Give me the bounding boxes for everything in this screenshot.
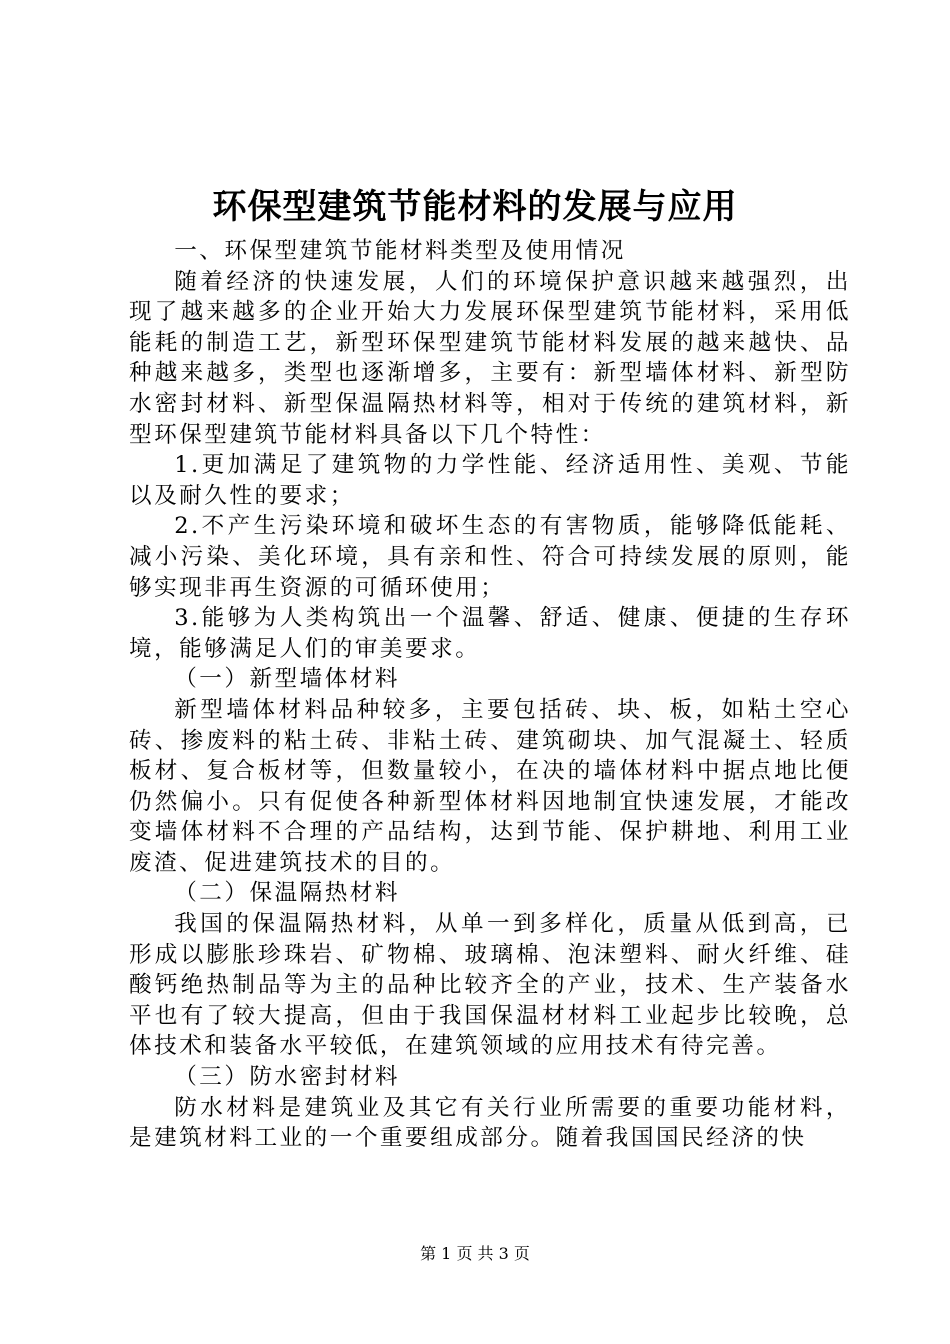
subsection-heading: （一）新型墙体材料 bbox=[174, 666, 401, 693]
subsection-heading: （二）保温隔热材料 bbox=[174, 880, 401, 907]
section-heading: 一、环保型建筑节能材料类型及使用情况 bbox=[174, 238, 626, 264]
paragraph: 随着经济的快速发展，人们的环境保护意识越来越强烈，出现了越来越多的企业开始大力发展环保型建筑节能材料，采用低能耗的制造工艺，新型环保型建筑节能材料发展的越来越快、品种越来越多，类型也逐渐增多，主要有：新型墙体材料、新型防水密封材料、新型保温隔热材料等，相对于传统的建筑材料，新型环保型建筑节能材料具备以下几个特性： bbox=[129, 268, 851, 448]
document-body bbox=[129, 236, 851, 1154]
paragraph: 新型墙体材料品种较多，主要包括砖、块、板，如粘土空心砖、掺废料的粘土砖、非粘土砖、建筑砌块、加气混凝土、轻质板材、复合板材等，但数量较小，在决的墙体材料中据点地比便仍然偏小。只有促使各种新型体材料因地制宜快速发展，才能改变墙体材料不合理的产品结构，达到节能、保护耕地、利用工业废渣、促进建筑技术的目的。 bbox=[129, 696, 851, 876]
list-item: 2.不产生污染环境和破坏生态的有害物质，能够降低能耗、减小污染、美化环境，具有亲和性、符合可持续发展的原则，能够实现非再生资源的可循环使用； bbox=[129, 513, 851, 601]
subsection-heading: （三）防水密封材料 bbox=[174, 1064, 401, 1091]
list-item: 1.更加满足了建筑物的力学性能、经济适用性、美观、节能以及耐久性的要求； bbox=[129, 452, 851, 509]
paragraph: 防水材料是建筑业及其它有关行业所需要的重要功能材料，是建筑材料工业的一个重要组成部分。随着我国国民经济的快 bbox=[129, 1094, 851, 1152]
paragraph: 我国的保温隔热材料，从单一到多样化，质量从低到高，已形成以膨胀珍珠岩、矿物棉、玻璃棉、泡沫塑料、耐火纤维、硅酸钙绝热制品等为主的品种比较齐全的产业，技术、生产装备水平也有了较大提高，但由于我国保温材材料工业起步比较晚，总体技术和装备水平较低，在建筑领域的应用技术有待完善。 bbox=[129, 911, 851, 1060]
list-item: 3.能够为人类构筑出一个温馨、舒适、健康、便捷的生存环境，能够满足人们的审美要求。 bbox=[129, 605, 851, 662]
page-footer: 第 1 页 共 3 页 bbox=[420, 1244, 530, 1263]
document-title: 环保型建筑节能材料的发展与应用 bbox=[212, 187, 738, 227]
